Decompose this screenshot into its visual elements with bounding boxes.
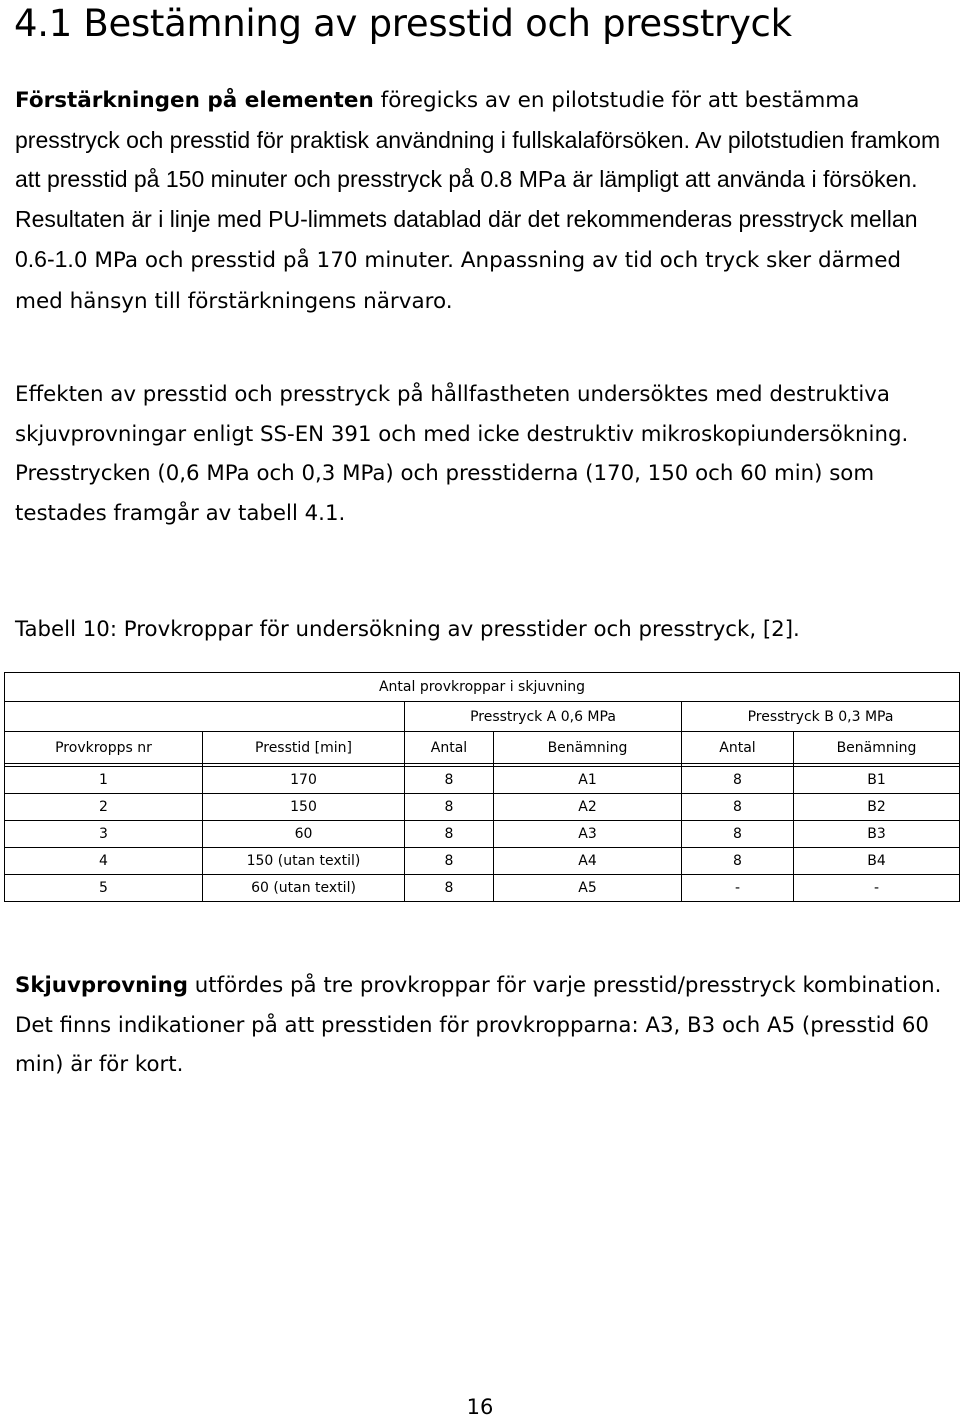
- table-cell: 1: [5, 767, 203, 794]
- table-cell: 8: [682, 821, 794, 848]
- table-cell: 60 (utan textil): [203, 875, 405, 902]
- paragraph-pilot-study-lead: Förstärkningen på elementen: [15, 88, 374, 113]
- table-cell: 150: [203, 794, 405, 821]
- table-cell: 3: [5, 821, 203, 848]
- paragraph-effect: Effekten av presstid och presstryck på hållfastheten undersöktes med destruktiva skjuvprovningar enligt SS-EN 391 och med icke destruktiv mikroskopiundersökning. Presstrycken (0,6 MPa och 0,3 MPa) och presstiderna (170, 150 och 60 min) som testades framgår av tabell 4.1.: [15, 382, 909, 526]
- table-column-header: Antal: [682, 732, 794, 764]
- table-caption: Tabell 10: Provkroppar för undersökning av presstider och presstryck, [2].: [15, 617, 800, 642]
- paragraph-shear-test-lead: Skjuvprovning: [15, 973, 188, 998]
- table-cell: A3: [494, 821, 682, 848]
- table-cell: A1: [494, 767, 682, 794]
- table-cell: 8: [405, 875, 494, 902]
- table-cell: 8: [405, 821, 494, 848]
- table-cell: 8: [405, 767, 494, 794]
- paragraph-pilot-study: [15, 80, 950, 321]
- table-cell: 5: [5, 875, 203, 902]
- table-group-header: Antal provkroppar i skjuvning: [5, 673, 960, 702]
- table-cell: 8: [682, 794, 794, 821]
- table-column-header: Presstid [min]: [203, 732, 405, 764]
- paragraph-pilot-study-end: 0 MPa och presstid på 170 minuter. Anpassning av tid och tryck sker därmed med hänsyn till förstärkningens närvaro.: [15, 247, 902, 314]
- table-cell: B1: [794, 767, 960, 794]
- table-cell: -: [794, 875, 960, 902]
- table-row: [5, 821, 960, 848]
- table-column-header: Benämning: [494, 732, 682, 764]
- page-number: 16: [466, 1395, 494, 1419]
- specimen-table: [4, 672, 960, 902]
- table-empty-header-cell: [5, 702, 405, 732]
- table-cell: B3: [794, 821, 960, 848]
- table-cell: 8: [682, 848, 794, 875]
- table-cell: 60: [203, 821, 405, 848]
- table-pressure-a-header: Presstryck A 0,6 MPa: [405, 702, 682, 732]
- paragraph-pilot-study-body: presstryck och presstid för praktisk användning i fullskalaförsöken. Av pilotstudien framkom att presstid på 150 minuter och presstryck på 0.8 MPa är lämpligt att använda i försöken. Resultaten är i linje med PU-limmets datablad där det rekommenderas presstryck mellan 0.6-1.: [15, 126, 941, 272]
- table-pressure-b-header: Presstryck B 0,3 MPa: [682, 702, 960, 732]
- table-cell: 8: [405, 848, 494, 875]
- table-cell: A2: [494, 794, 682, 821]
- table-row: [5, 767, 960, 794]
- table-cell: 4: [5, 848, 203, 875]
- table-column-header: Antal: [405, 732, 494, 764]
- table-cell: A5: [494, 875, 682, 902]
- table-column-header: Benämning: [794, 732, 960, 764]
- table-pressure-header-row: [5, 702, 960, 732]
- table-cell: 2: [5, 794, 203, 821]
- table-group-header-row: [5, 673, 960, 702]
- table-cell: 8: [405, 794, 494, 821]
- table-column-header-row: [5, 732, 960, 764]
- table-cell: B2: [794, 794, 960, 821]
- table-row: [5, 848, 960, 875]
- section-heading: 4.1 Bestämning av presstid och presstryck: [14, 2, 792, 45]
- table-row: [5, 794, 960, 821]
- table-cell: A4: [494, 848, 682, 875]
- table-cell: B4: [794, 848, 960, 875]
- paragraph-pilot-study-line1: föregicks av en pilotstudie för att bestämma: [373, 88, 860, 113]
- table-cell: 170: [203, 767, 405, 794]
- table-cell: 150 (utan textil): [203, 848, 405, 875]
- table-column-header: Provkropps nr: [5, 732, 203, 764]
- paragraph-shear-test-body: utfördes på tre provkroppar för varje presstid/presstryck kombination. Det finns indikationer på att presstiden för provkropparna: A3, B3 och A5 (presstid 60 min) är för kort.: [15, 973, 942, 1078]
- table-cell: 8: [682, 767, 794, 794]
- paragraph-shear-test: [15, 966, 950, 1085]
- table-row: [5, 875, 960, 902]
- table-cell: -: [682, 875, 794, 902]
